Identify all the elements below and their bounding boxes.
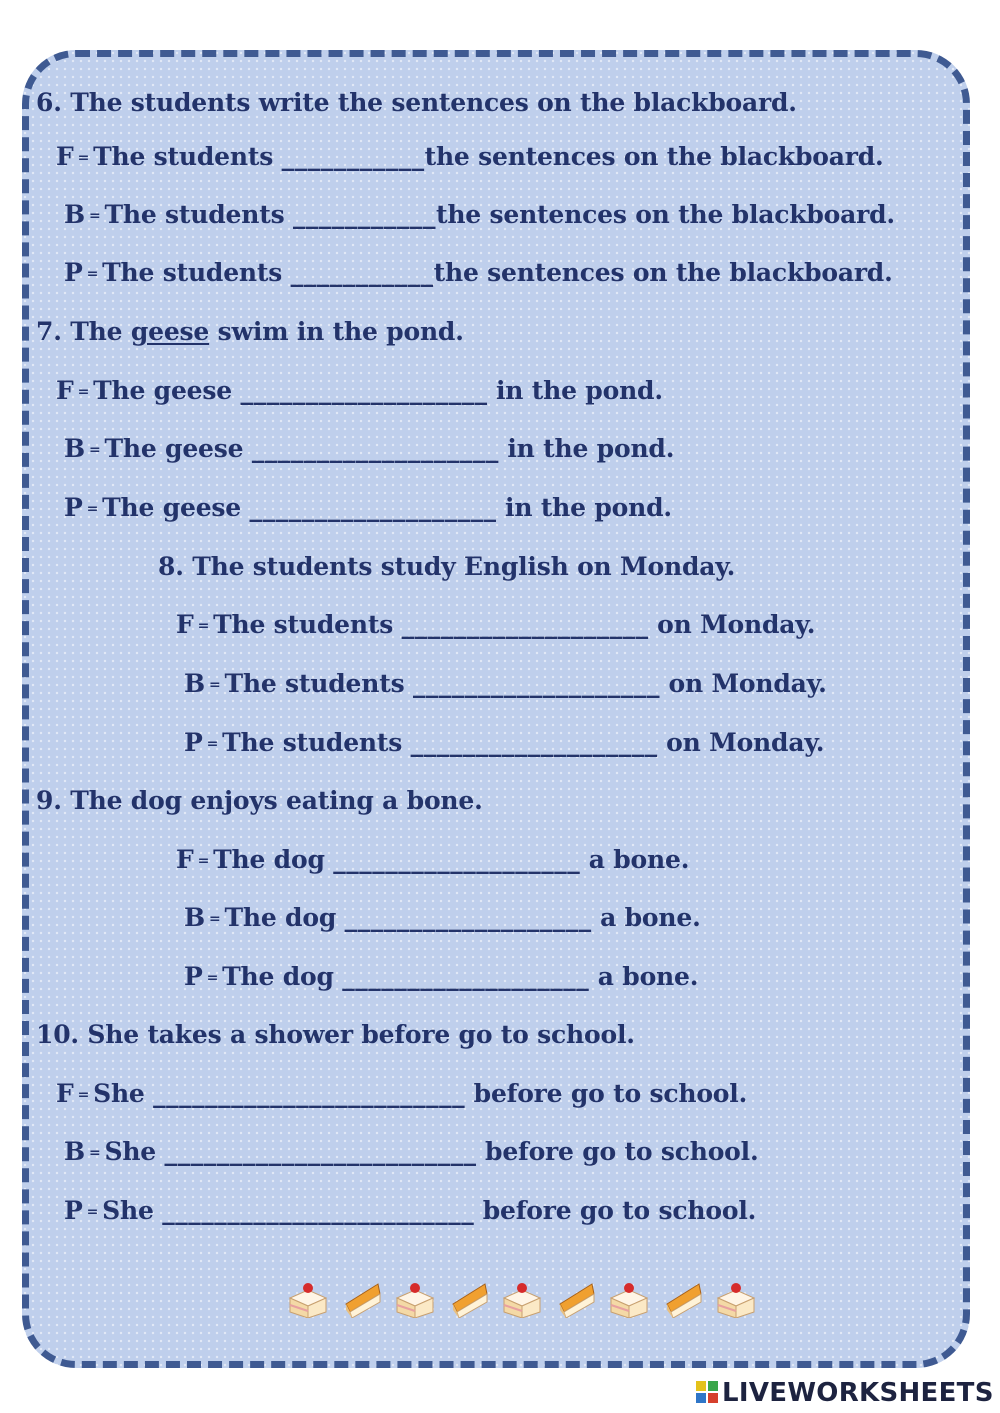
- row-label: B: [64, 434, 85, 463]
- brand-name: LIVEWORKSHEETS: [722, 1378, 994, 1408]
- question-number: 10.: [36, 1020, 79, 1049]
- answer-row-p: [64, 1196, 756, 1230]
- row-subject: The students: [224, 669, 405, 698]
- question-sentence: She takes a shower before go to school.: [87, 1020, 635, 1049]
- question-number: 9.: [36, 786, 62, 815]
- answer-blank[interactable]: ___________________: [401, 610, 649, 639]
- row-subject: She: [102, 1196, 154, 1225]
- row-subject: The students: [104, 200, 285, 229]
- question-number: 8.: [158, 552, 184, 581]
- row-subject: The geese: [104, 434, 244, 463]
- equals-sign: =: [206, 970, 219, 986]
- row-rest: on Monday.: [666, 728, 825, 757]
- answer-blank[interactable]: ________________________: [153, 1079, 466, 1108]
- answer-blank[interactable]: ___________: [292, 200, 436, 229]
- question-sentence: The dog enjoys eating a bone.: [70, 786, 483, 815]
- equals-sign: =: [197, 618, 210, 634]
- row-label: B: [184, 903, 205, 932]
- equals-sign: =: [86, 266, 99, 282]
- answer-row-f: [56, 1079, 747, 1113]
- answer-row-b: [184, 669, 827, 703]
- question-sentence-end: swim in the pond.: [217, 317, 464, 346]
- answer-row-f: [56, 376, 663, 410]
- row-rest: a bone.: [600, 903, 701, 932]
- cake-slice-icon: [286, 1278, 330, 1318]
- row-label: F: [176, 610, 194, 639]
- row-rest: in the pond.: [505, 493, 672, 522]
- liveworksheets-logo-icon: [696, 1381, 718, 1403]
- row-rest: a bone.: [597, 962, 699, 991]
- answer-blank[interactable]: ___________________: [249, 493, 497, 522]
- question-number: 6.: [36, 88, 62, 117]
- row-rest: the sentences on the blackboard.: [433, 258, 893, 287]
- row-label: B: [64, 200, 85, 229]
- cake-slice-icon: [393, 1278, 437, 1318]
- equals-sign: =: [77, 384, 90, 400]
- pie-slice-icon: [340, 1278, 384, 1318]
- row-rest: in the pond.: [507, 434, 675, 463]
- answer-row-b: [64, 434, 674, 468]
- row-rest: before go to school.: [473, 1079, 748, 1108]
- answer-row-f: [176, 610, 815, 644]
- row-rest: the sentences on the blackboard.: [424, 142, 884, 171]
- answer-blank[interactable]: ___________________: [251, 434, 499, 463]
- row-label: P: [64, 1196, 83, 1225]
- answer-blank[interactable]: ___________: [281, 142, 425, 171]
- row-subject: The dog: [224, 903, 337, 932]
- row-rest: before go to school.: [485, 1137, 759, 1166]
- answer-row-b: [64, 1137, 758, 1171]
- pie-slice-icon: [554, 1278, 598, 1318]
- question-6: [36, 88, 797, 118]
- row-subject: The geese: [93, 376, 232, 405]
- question-sentence-start: The: [70, 317, 123, 346]
- equals-sign: =: [86, 1204, 99, 1220]
- row-subject: The dog: [213, 845, 325, 874]
- answer-blank[interactable]: ___________________: [410, 728, 658, 757]
- row-rest: before go to school.: [482, 1196, 757, 1225]
- cake-slice-icon: [500, 1278, 544, 1318]
- answer-blank[interactable]: ___________________: [333, 845, 581, 874]
- equals-sign: =: [208, 677, 221, 693]
- equals-sign: =: [206, 736, 219, 752]
- question-sentence: The students study English on Monday.: [192, 552, 736, 581]
- equals-sign: =: [88, 208, 101, 224]
- question-9: [36, 786, 483, 816]
- equals-sign: =: [86, 501, 99, 517]
- answer-row-p: [184, 728, 824, 762]
- answer-blank[interactable]: ___________________: [412, 669, 660, 698]
- row-label: F: [56, 1079, 74, 1108]
- answer-blank[interactable]: ___________________: [342, 962, 590, 991]
- pie-slice-icon: [447, 1278, 491, 1318]
- pie-slice-icon: [661, 1278, 705, 1318]
- row-label: P: [64, 493, 83, 522]
- equals-sign: =: [197, 853, 210, 869]
- answer-row-b: [64, 200, 895, 234]
- answer-blank[interactable]: ________________________: [164, 1137, 477, 1166]
- answer-row-b: [184, 903, 701, 937]
- equals-sign: =: [208, 911, 221, 927]
- question-8: [158, 552, 735, 582]
- row-label: F: [56, 376, 74, 405]
- answer-row-p: [64, 258, 893, 292]
- row-subject: The dog: [222, 962, 334, 991]
- row-rest: on Monday.: [657, 610, 816, 639]
- row-subject: She: [104, 1137, 157, 1166]
- question-number: 7.: [36, 317, 62, 346]
- row-rest: a bone.: [588, 845, 690, 874]
- question-sentence: The students write the sentences on the blackboard.: [70, 88, 797, 117]
- row-subject: The students: [213, 610, 394, 639]
- answer-blank[interactable]: ________________________: [162, 1196, 475, 1225]
- question-7: [36, 317, 464, 347]
- answer-row-p: [64, 493, 672, 527]
- row-label: P: [184, 962, 203, 991]
- question-10: [36, 1020, 635, 1050]
- row-rest: in the pond.: [496, 376, 663, 405]
- row-subject: The geese: [102, 493, 242, 522]
- cake-slice-icon: [714, 1278, 758, 1318]
- row-rest: on Monday.: [668, 669, 827, 698]
- row-subject: The students: [102, 258, 283, 287]
- answer-blank[interactable]: ___________________: [240, 376, 488, 405]
- row-label: F: [176, 845, 194, 874]
- row-label: P: [184, 728, 203, 757]
- cake-slice-icon: [607, 1278, 651, 1318]
- equals-sign: =: [77, 1087, 90, 1103]
- underlined-word: geese: [130, 317, 210, 346]
- row-rest: the sentences on the blackboard.: [435, 200, 895, 229]
- row-label: B: [184, 669, 205, 698]
- row-subject: The students: [222, 728, 403, 757]
- answer-blank[interactable]: ___________________: [344, 903, 592, 932]
- equals-sign: =: [88, 1145, 101, 1161]
- row-label: F: [56, 142, 74, 171]
- answer-row-f: [56, 142, 884, 176]
- answer-row-p: [184, 962, 698, 996]
- row-subject: She: [93, 1079, 145, 1108]
- equals-sign: =: [77, 150, 90, 166]
- answer-blank[interactable]: ___________: [290, 258, 434, 287]
- answer-row-f: [176, 845, 689, 879]
- equals-sign: =: [88, 442, 101, 458]
- row-label: P: [64, 258, 83, 287]
- row-subject: The students: [93, 142, 274, 171]
- row-label: B: [64, 1137, 85, 1166]
